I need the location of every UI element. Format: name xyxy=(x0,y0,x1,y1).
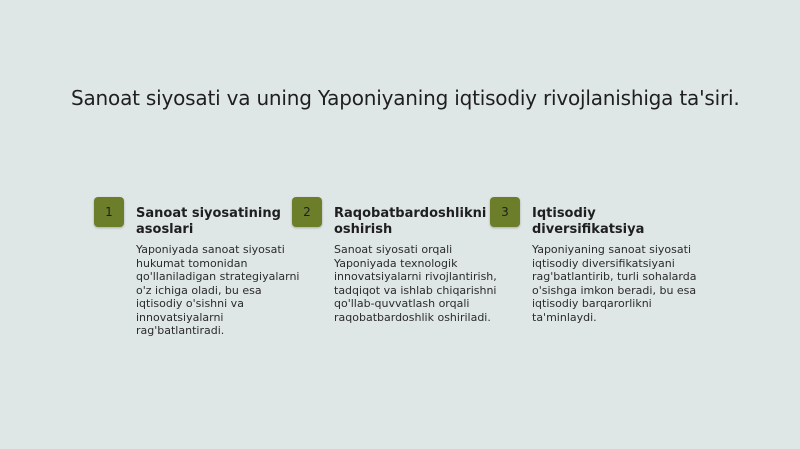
item-heading: Raqobatbardoshlikni oshirish xyxy=(334,206,487,237)
item-body xyxy=(532,206,702,324)
item-text: Yaponiyada sanoat siyosati hukumat tomonidan qo'llaniladigan strategiyalarni o'z ichiga oladi, bu esa iqtisodiy o'sishni va innovatsiyalarni rag'batlantiradi. xyxy=(136,243,300,337)
item-text: Sanoat siyosati orqali Yaponiyada texnologik innovatsiyalarni rivojlantirish, tadqiqot va ishlab chiqarishni qo'llab-quvvatlash orqali raqobatbardoshlik oshiriladi. xyxy=(334,243,497,324)
item-heading: Iqtisodiy diversifikatsiya xyxy=(532,206,645,237)
item-body xyxy=(334,206,504,324)
item-number-badge: 2 xyxy=(292,197,322,227)
slide-title: Sanoat siyosati va uning Yaponiyaning iqtisodiy rivojlanishiga ta'siri. xyxy=(71,86,740,111)
item-number-badge: 3 xyxy=(490,197,520,227)
item-text: Yaponiyaning sanoat siyosati iqtisodiy diversifikatsiyani rag'batlantirib, turli sohalarda o'sishga imkon beradi, bu esa iqtisodiy barqarorlikni ta'minlaydi. xyxy=(532,243,697,324)
item-body xyxy=(136,206,306,338)
item-heading: Sanoat siyosatining asoslari xyxy=(136,206,281,237)
item-number-badge: 1 xyxy=(94,197,124,227)
